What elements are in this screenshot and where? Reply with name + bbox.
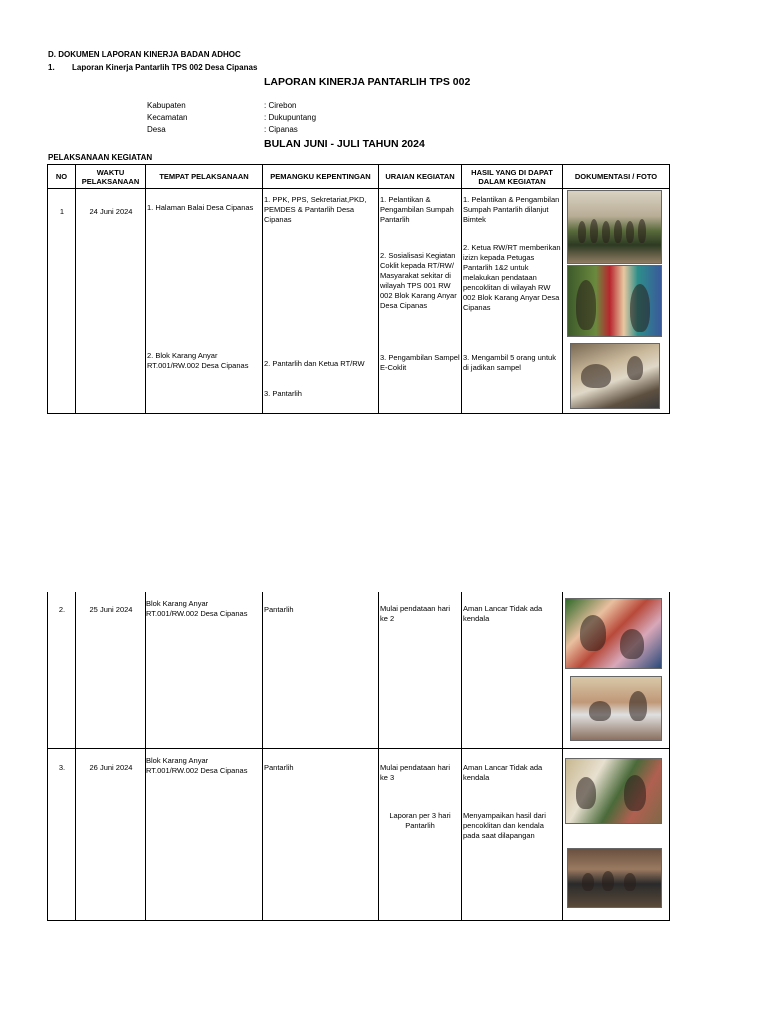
row-activity: Mulai pendataan hari ke 2 [380,604,451,623]
table-header-row [48,165,670,189]
row-activity: Laporan per 3 hari Pantarlih [389,811,451,830]
row-activity: 2. Sosialisasi Kegiatan Coklit kepada RT/RW/ Masyarakat sekitar di wilayah TPS 001 RW 002 Blok Karang Anyar Desa Cipanas [380,251,457,310]
info-value-kecamatan: : Dukupuntang [264,113,317,122]
col-header-dokumentasi: DOKUMENTASI / FOTO [563,165,670,189]
info-label-desa: Desa [147,125,166,134]
row-activity: Mulai pendataan hari ke 3 [380,763,451,782]
report-period: BULAN JUNI - JULI TAHUN 2024 [264,138,425,150]
row-result: 2. Ketua RW/RT memberikan izizn kepada Petugas Pantarlih 1&2 untuk melakukan pendataan pencoklitan di wilayah RW 002 Blok Karang Anyar Desa Cipanas [463,243,561,312]
col-header-no: NO [48,165,76,189]
row-result: Aman Lancar Tidak ada kendala [463,763,543,782]
col-header-hasil: HASIL YANG DI DAPAT DALAM KEGIATAN [462,165,563,189]
row-no: 1 [59,207,65,216]
row-result: Menyampaikan hasil dari pencoklitan dan kendala pada saat dilapangan [463,811,546,840]
col-header-waktu: WAKTU PELAKSANAAN [76,165,146,189]
info-label-kabupaten: Kabupaten [147,101,186,110]
row-location: Blok Karang Anyar RT.001/RW.002 Desa Cipanas [146,599,248,618]
row-location: 2. Blok Karang Anyar RT.001/RW.002 Desa Cipanas [147,351,249,370]
row-location: 1. Halaman Balai Desa Cipanas [147,203,254,212]
row-stakeholder: Pantarlih [264,763,294,772]
table-caption: PELAKSANAAN KEGIATAN [48,153,153,162]
documentation-photo [570,676,662,741]
documentation-photo [565,758,662,824]
row-no: 2. [58,605,66,614]
documentation-photo [567,848,662,908]
row-activity: 1. Pelantikan & Pengambilan Sumpah Pantarlih [380,195,454,224]
documentation-photo [565,598,662,669]
row-stakeholder: Pantarlih [264,605,294,614]
table-row [48,749,670,921]
row-date: 25 Juni 2024 [89,605,133,614]
report-title: LAPORAN KINERJA PANTARLIH TPS 002 [264,76,471,88]
table-row [48,189,670,414]
row-result: 1. Pelantikan & Pengambilan Sumpah Pantarlih dilanjut Bimtek [463,195,560,224]
row-no: 3. [58,763,66,772]
info-label-kecamatan: Kecamatan [147,113,188,122]
info-value-desa: : Cipanas [264,125,298,134]
col-header-tempat: TEMPAT PELAKSANAAN [146,165,263,189]
col-header-uraian: URAIAN KEGIATAN [379,165,462,189]
subsection-number: 1. [48,63,55,72]
row-activity: 3. Pengambilan Sampel E-Coklit [380,353,460,372]
row-stakeholder: 3. Pantarlih [264,389,302,398]
row-result: 3. Mengambil 5 orang untuk di jadikan sampel [463,353,556,372]
documentation-photo [567,190,662,264]
documentation-photo [567,265,662,337]
subsection-title: Laporan Kinerja Pantarlih TPS 002 Desa Cipanas [72,63,258,72]
row-date: 26 Juni 2024 [89,763,133,772]
activity-table [47,164,670,414]
activity-table-continued [47,592,670,921]
row-location: Blok Karang Anyar RT.001/RW.002 Desa Cipanas [146,756,248,775]
section-heading: D. DOKUMEN LAPORAN KINERJA BADAN ADHOC [48,50,241,59]
table-row [48,592,670,749]
row-stakeholder: 1. PPK, PPS, Sekretariat,PKD, PEMDES & Pantarlih Desa Cipanas [264,195,367,224]
info-value-kabupaten: : Cirebon [264,101,297,110]
documentation-photo [570,343,660,409]
row-stakeholder: 2. Pantarlih dan Ketua RT/RW [264,359,365,368]
row-result: Aman Lancar Tidak ada kendala [463,604,543,623]
row-date: 24 Juni 2024 [89,207,133,216]
col-header-pemangku: PEMANGKU KEPENTINGAN [263,165,379,189]
